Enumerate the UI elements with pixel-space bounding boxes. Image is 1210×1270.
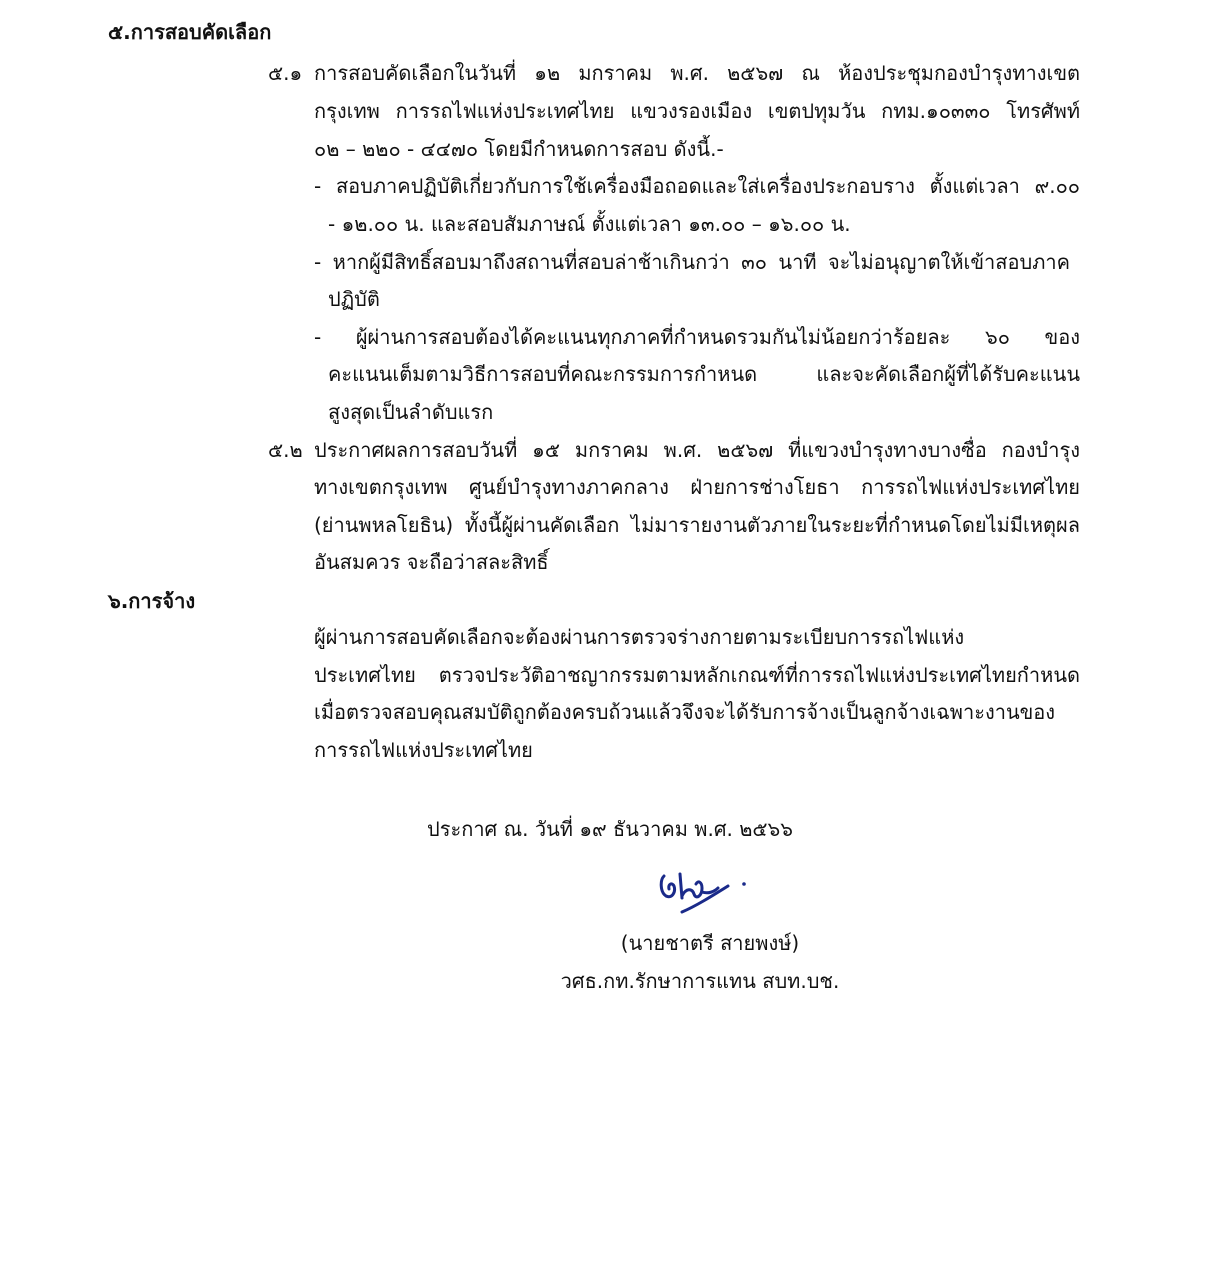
- signer-name: (นายชาตรี สายพงษ์): [620, 931, 800, 955]
- signature-image: [652, 862, 752, 918]
- bullet-3-line-2: คะแนนเต็มตามวิธีการสอบที่คณะกรรมการกำหนด และจะคัดเลือกผู้ที่ได้รับคะแนน: [328, 362, 1080, 386]
- bullet-3-line-3: สูงสุดเป็นลำดับแรก: [328, 400, 494, 424]
- section-6-line-1: ผู้ผ่านการสอบคัดเลือกจะต้องผ่านการตรวจร่างกายตามระเบียบการรถไฟแห่ง: [314, 625, 965, 649]
- section-6-heading: ๖.การจ้าง: [108, 589, 196, 613]
- bullet-3-line-1: - ผู้ผ่านการสอบต้องได้คะแนนทุกภาคที่กำหนดรวมกันไม่น้อยกว่าร้อยละ ๖๐ ของ: [314, 325, 1080, 349]
- bullet-2-line-2: ปฏิบัติ: [328, 287, 380, 311]
- item-5-2-line-2: ทางเขตกรุงเทพ ศูนย์บำรุงทางภาคกลาง ฝ่ายการช่างโยธา การรถไฟแห่งประเทศไทย: [314, 475, 1080, 499]
- bullet-2-line-1: - หากผู้มีสิทธิ์สอบมาถึงสถานที่สอบล่าช้าเกินกว่า ๓๐ นาที จะไม่อนุญาตให้เข้าสอบภาค: [314, 250, 1070, 274]
- section-5-heading: ๕.การสอบคัดเลือก: [108, 20, 272, 44]
- announcement-date: ประกาศ ณ. วันที่ ๑๙ ธันวาคม พ.ศ. ๒๕๖๖: [427, 817, 793, 841]
- item-5-1-line-3: ๐๒ – ๒๒๐ - ๔๔๗๐ โดยมีกำหนดการสอบ ดังนี้.-: [314, 137, 724, 161]
- item-5-2-line-1: ประกาศผลการสอบวันที่ ๑๕ มกราคม พ.ศ. ๒๕๖๗ ที่แขวงบำรุงทางบางซื่อ กองบำรุง: [314, 438, 1080, 462]
- section-6-line-4: การรถไฟแห่งประเทศไทย: [314, 738, 533, 762]
- bullet-1-line-1: - สอบภาคปฏิบัติเกี่ยวกับการใช้เครื่องมือถอดและใส่เครื่องประกอบราง ตั้งแต่เวลา ๙.๐๐: [314, 174, 1080, 198]
- section-6-line-3: เมื่อตรวจสอบคุณสมบัติถูกต้องครบถ้วนแล้วจึงจะได้รับการจ้างเป็นลูกจ้างเฉพาะงานของ: [314, 700, 1056, 724]
- item-5-1-line-1: การสอบคัดเลือกในวันที่ ๑๒ มกราคม พ.ศ. ๒๕๖๗ ณ ห้องประชุมกองบำรุงทางเขต: [314, 61, 1080, 85]
- item-5-2-line-3: (ย่านพหลโยธิน) ทั้งนี้ผู้ผ่านคัดเลือก ไม่มารายงานตัวภายในระยะที่กำหนดโดยไม่มีเหตุผล: [314, 513, 1080, 537]
- item-5-2-number: ๕.๒: [268, 438, 303, 462]
- item-5-1-number: ๕.๑: [268, 61, 303, 85]
- item-5-2-line-4: อันสมควร จะถือว่าสละสิทธิ์: [314, 550, 549, 574]
- section-6-line-2: ประเทศไทย ตรวจประวัติอาชญากรรมตามหลักเกณฑ์ที่การรถไฟแห่งประเทศไทยกำหนด: [314, 663, 1080, 687]
- item-5-1-line-2: กรุงเทพ การรถไฟแห่งประเทศไทย แขวงรองเมือง เขตปทุมวัน กทม.๑๐๓๓๐ โทรศัพท์: [314, 99, 1080, 123]
- bullet-1-line-2: - ๑๒.๐๐ น. และสอบสัมภาษณ์ ตั้งแต่เวลา ๑๓.๐๐ – ๑๖.๐๐ น.: [328, 212, 851, 236]
- signer-position: วศธ.กท.รักษาการแทน สบท.บช.: [560, 969, 840, 993]
